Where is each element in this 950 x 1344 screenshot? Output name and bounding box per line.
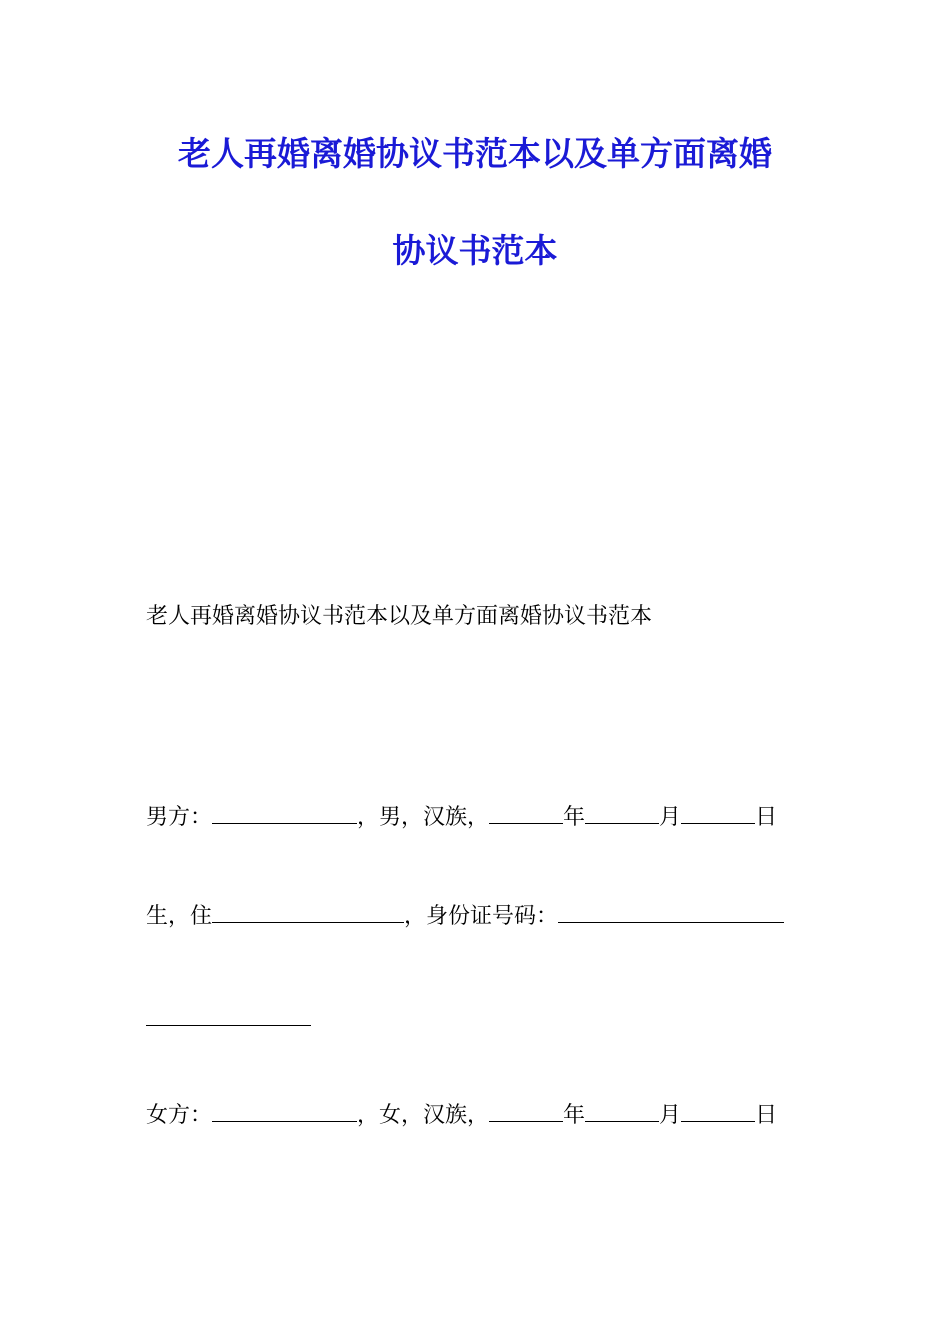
husband-year-blank <box>489 801 563 824</box>
document-title-line-1: 老人再婚离婚协议书范本以及单方面离婚 <box>178 134 772 173</box>
husband-id-label: ，身份证号码： <box>404 904 559 929</box>
husband-gender-text: ，男，汉族， <box>357 805 490 830</box>
husband-day-label: 日 <box>755 805 778 830</box>
wife-year-blank <box>489 1099 563 1122</box>
document-title-line-2: 协议书范本 <box>392 231 558 270</box>
husband-label: 男方： <box>146 805 213 830</box>
wife-gender-text: ，女，汉族， <box>357 1103 490 1128</box>
husband-address-line <box>146 900 784 932</box>
wife-name-blank <box>212 1099 357 1122</box>
husband-id-blank-continued <box>146 1003 311 1026</box>
husband-month-blank <box>585 801 659 824</box>
husband-born-text: 生，住 <box>146 904 213 929</box>
husband-id-blank <box>558 900 784 923</box>
wife-info-line <box>146 1099 777 1131</box>
husband-id-continuation-line <box>146 1003 311 1035</box>
husband-info-line <box>146 801 777 833</box>
document-subtitle: 老人再婚离婚协议书范本以及单方面离婚协议书范本 <box>146 604 653 629</box>
wife-month-label: 月 <box>659 1103 682 1128</box>
husband-address-blank <box>212 900 404 923</box>
husband-name-blank <box>212 801 357 824</box>
wife-label: 女方： <box>146 1103 213 1128</box>
wife-year-label: 年 <box>563 1103 586 1128</box>
wife-day-label: 日 <box>755 1103 778 1128</box>
husband-month-label: 月 <box>659 805 682 830</box>
wife-day-blank <box>681 1099 755 1122</box>
husband-year-label: 年 <box>563 805 586 830</box>
husband-day-blank <box>681 801 755 824</box>
wife-month-blank <box>585 1099 659 1122</box>
